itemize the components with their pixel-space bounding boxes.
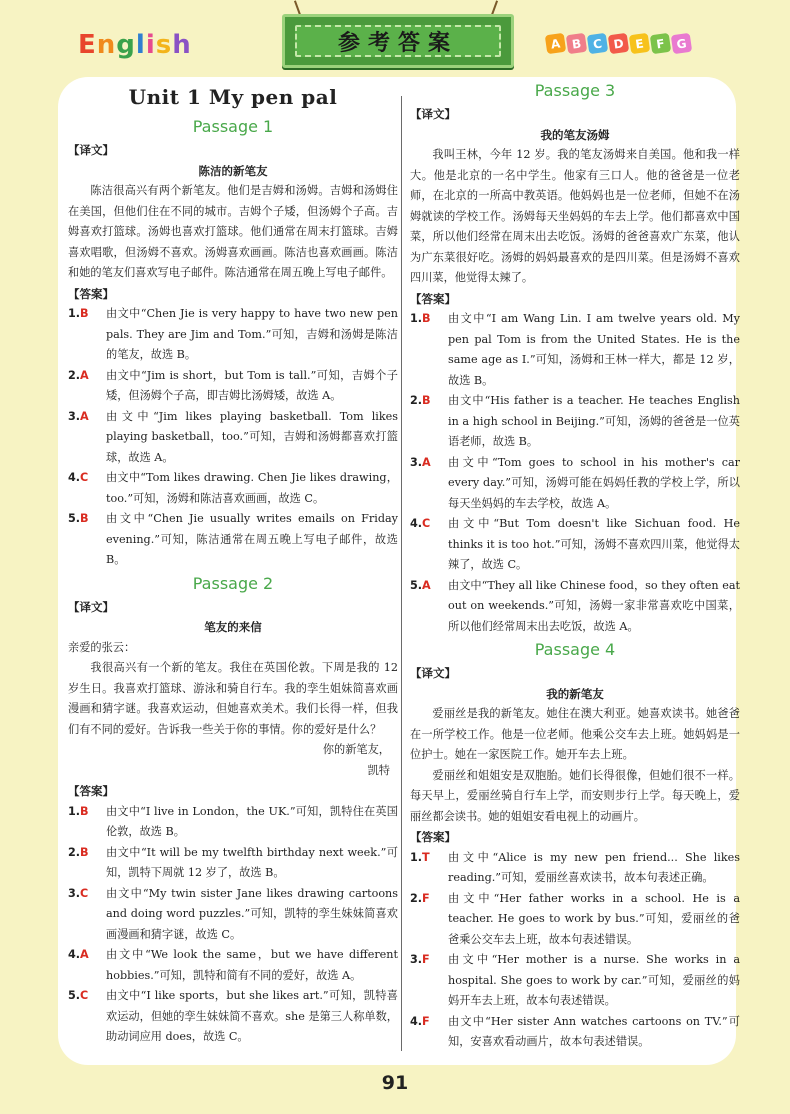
column-divider [401, 96, 402, 1051]
answer-number: 4. [68, 471, 81, 484]
answer-choice: F [422, 953, 430, 966]
page-number: 91 [381, 1072, 409, 1094]
answer-number: 3. [410, 953, 423, 966]
answer-choice: A [80, 948, 89, 961]
logo-letter: s [155, 30, 173, 60]
answer-explanation: 由文中“Chen Jie is very happy to have two new pen pals. They are Jim and Tom.”可知，吉姆和汤姆是陈洁的笔友，故选 B。 [106, 307, 398, 361]
passage-heading: Passage 4 [534, 640, 616, 659]
letter-greeting: 亲爱的张云： [68, 640, 136, 654]
english-logo [78, 30, 192, 60]
answer-item [410, 391, 740, 453]
answer-item [410, 514, 740, 576]
answer-explanation: 由文中“Her mother is a nurse. She works in a hospital. She goes to work by car.”可知，爱丽丝的妈妈开车去上班，故本句表述错误。 [448, 953, 740, 1007]
answer-item [410, 453, 740, 515]
answer-explanation: 由文中“But Tom doesn't like Sichuan food. He thinks it is too hot.”可知，汤姆不喜欢四川菜，他觉得太辣了，故选 C。 [448, 517, 740, 571]
letter-tile: D [608, 33, 629, 54]
answer-tag: 【答案】 [68, 286, 114, 301]
story-title: 我的新笔友 [546, 686, 604, 701]
answer-item [410, 950, 740, 1012]
answer-item [68, 986, 398, 1048]
answer-choice: C [422, 517, 431, 530]
answer-explanation: 由文中“Tom likes drawing. Chen Jie likes drawing，too.”可知，汤姆和陈洁喜欢画画，故选 C。 [106, 471, 398, 505]
alphabet-decoration [546, 34, 691, 53]
translation-tag: 【译文】 [410, 107, 456, 121]
logo-letter: h [172, 30, 192, 60]
letter-signature: 凯特 [367, 763, 390, 777]
answer-explanation: 由文中“Jim is short，but Tom is tall.”可知，吉姆个子矮，但汤姆个子高，即吉姆比汤姆矮，故选 A。 [106, 368, 398, 402]
answer-tag: 【答案】 [410, 830, 456, 844]
answer-explanation: 由文中“Chen Jie usually writes emails on Friday evening.”可知，陈洁通常在周五晚上写电子邮件，故选 B。 [106, 512, 398, 566]
header-banner-inner [295, 25, 501, 57]
passage-heading: Passage 3 [534, 81, 616, 100]
answer-number: 3. [68, 409, 81, 423]
left-column [68, 82, 398, 1048]
answer-number: 4. [410, 1014, 423, 1028]
translation-paragraph: 我叫王林，今年 12 岁。我的笔友汤姆来自美国。他和我一样大。他是北京的一名中学生。他家有三口人。他的爸爸是一位老师，在北京的一所高中教英语。他妈妈也是一位老师，但她不在汤姆就读的学校工作。汤姆每天坐妈妈的车去上学。他们都喜欢中国菜，所以他们经常在周末出去吃饭。汤姆的爸爸喜欢广东菜，他认为广东菜很好吃。汤姆的妈妈最喜欢的是四川菜。但是汤姆不喜欢四川菜，他觉得太辣了。 [410, 148, 740, 284]
answer-number: 3. [410, 455, 423, 469]
answer-number: 1. [410, 312, 423, 325]
answer-number: 2. [410, 891, 423, 905]
story-title: 笔友的来信 [204, 620, 262, 634]
right-column [410, 78, 740, 1053]
answer-item [410, 848, 740, 889]
answer-item [68, 509, 398, 571]
answer-item [410, 309, 740, 391]
answer-explanation: 由文中“Jim likes playing basketball. Tom likes playing basketball，too.”可知，吉姆和汤姆都喜欢打篮球，故选 A。 [106, 409, 398, 464]
answer-number: 4. [68, 948, 81, 961]
answer-number: 1. [68, 307, 81, 320]
letter-tile: A [545, 33, 566, 54]
logo-letter: g [116, 30, 136, 60]
answer-explanation: 由文中“We look the same，but we have different hobbies.”可知，凯特和简有不同的爱好，故选 A。 [106, 948, 398, 982]
answer-explanation: 由文中“His father is a teacher. He teaches English in a high school in Beijing.”可知，汤姆的爸爸是一位英语老师，故选 B。 [448, 394, 740, 448]
answer-explanation: 由文中“Alice is my new pen friend... She likes reading.”可知，爱丽丝喜欢读书，故本句表述正确。 [448, 850, 740, 884]
logo-letter: l [135, 30, 146, 60]
answer-item [68, 407, 398, 469]
page-title: 参考答案 [337, 30, 458, 56]
answer-choice: T [422, 850, 430, 864]
answer-choice: C [80, 989, 89, 1002]
answer-explanation: 由文中“I am Wang Lin. I am twelve years old. My pen pal Tom is from the United States. He is the same age as I.”可知，汤姆和王林一样大，都是 12 岁，故选 B。 [448, 312, 740, 387]
unit-title: Unit 1 My pen pal [128, 85, 338, 109]
answer-choice: A [80, 368, 89, 382]
header-banner [282, 14, 514, 68]
answer-item [410, 889, 740, 951]
logo-letter: n [96, 30, 117, 60]
answer-choice: A [80, 409, 89, 423]
answer-choice: B [80, 307, 89, 320]
answer-item [68, 802, 398, 843]
answer-explanation: 由文中“I live in London，the UK.”可知，凯特住在英国伦敦，故选 B。 [106, 804, 398, 838]
answer-explanation: 由文中“Tom goes to school in his mother's car every day.”可知，汤姆可能在妈妈任教的学校上学，所以每天坐妈妈的车去学校，故选 A。 [448, 455, 740, 510]
answer-item [68, 884, 398, 946]
answer-number: 1. [410, 850, 423, 864]
answer-choice: B [422, 312, 431, 325]
answer-number: 1. [68, 804, 81, 818]
letter-tile: C [587, 33, 608, 54]
answer-explanation: 由文中“It will be my twelfth birthday next week.”可知，凯特下周就 12 岁了，故选 B。 [106, 845, 398, 879]
letter-tile: F [650, 33, 671, 54]
answer-item [68, 945, 398, 986]
logo-letter: i [145, 30, 156, 60]
answer-choice: C [80, 471, 89, 484]
logo-letter: E [78, 30, 97, 60]
answer-choice: B [422, 394, 431, 407]
answer-number: 2. [410, 394, 423, 407]
translation-tag: 【译文】 [68, 143, 114, 157]
letter-tile: B [566, 33, 587, 54]
answer-item [68, 843, 398, 884]
answer-choice: C [80, 886, 89, 900]
answer-item [410, 576, 740, 638]
answer-explanation: 由文中“Her father works in a school. He is a teacher. He goes to work by bus.”可知，爱丽丝的爸爸乘公交车去上班，故本句表述错误。 [448, 891, 740, 946]
translation-paragraph: 爱丽丝和姐姐安是双胞胎。她们长得很像，但她们很不一样。每天早上，爱丽丝骑自行车上学，而安则步行上学。每天晚上，爱丽丝都会读书。她的姐姐安看电视上的动画片。 [410, 768, 740, 823]
answer-item [68, 366, 398, 407]
answer-explanation: 由文中“My twin sister Jane likes drawing cartoons and doing word puzzles.”可知，凯特的孪生妹妹简喜欢画漫画和猜字谜，故选 C。 [106, 886, 398, 941]
answer-number: 4. [410, 517, 423, 530]
answer-number: 2. [68, 845, 81, 859]
translation-paragraph: 爱丽丝是我的新笔友。她住在澳大利亚。她喜欢读书。她爸爸在一所学校工作。他是一位老师。他乘公交车去上班。她妈妈是一位护士。她在一家医院工作。她开车去上班。 [410, 707, 740, 761]
answer-number: 2. [68, 368, 81, 382]
answer-choice: B [80, 845, 89, 859]
letter-tile: E [629, 33, 650, 54]
answer-item [68, 304, 398, 366]
story-title: 我的笔友汤姆 [540, 127, 610, 142]
passage-heading: Passage 2 [192, 573, 274, 593]
translation-tag: 【译文】 [68, 599, 114, 614]
answer-choice: A [422, 455, 431, 469]
answer-choice: B [80, 512, 89, 525]
answer-choice: F [422, 1014, 430, 1028]
letter-tile: G [671, 33, 692, 54]
answer-number: 5. [68, 512, 81, 525]
answer-choice: B [80, 804, 89, 818]
answer-item [410, 1012, 740, 1053]
translation-paragraph: 陈洁很高兴有两个新笔友。他们是吉姆和汤姆。吉姆和汤姆住在美国，但他们住在不同的城市。吉姆个子矮，但汤姆个子高。吉姆喜欢打篮球。汤姆也喜欢打篮球。他们通常在周末打篮球。吉姆喜欢唱歌，但汤姆不喜欢。汤姆喜欢画画。陈洁也喜欢画画。陈洁和她的笔友们喜欢写电子邮件。陈洁通常在周五晚上写电子邮件。 [68, 184, 398, 279]
letter-signoff: 你的新笔友， [322, 743, 390, 756]
story-title: 陈洁的新笔友 [198, 163, 268, 178]
translation-tag: 【译文】 [410, 666, 456, 680]
answer-choice: F [422, 891, 430, 905]
answer-explanation: 由文中“They all like Chinese food，so they often eat out on weekends.”可知，汤姆一家非常喜欢吃中国菜，所以他们经常周末出去吃饭，故选 A。 [448, 578, 740, 633]
translation-paragraph: 我很高兴有一个新的笔友。我住在英国伦敦。下周是我的 12 岁生日。我喜欢打篮球、游泳和骑自行车。我的孪生姐妹简喜欢画漫画和猜字谜。我喜欢运动，但她喜欢美术。我们长得一样，但我们有不同的爱好。告诉我一些关于你的事情。你的爱好是什么？ [68, 661, 398, 736]
answer-explanation: 由文中“Her sister Ann watches cartoons on TV.”可知，安喜欢看动画片，故本句表述错误。 [448, 1014, 740, 1048]
answer-choice: A [422, 578, 431, 592]
answer-number: 3. [68, 886, 81, 900]
answer-tag: 【答案】 [410, 291, 456, 306]
answer-explanation: 由文中“I like sports，but she likes art.”可知，凯特喜欢运动，但她的孪生妹妹简不喜欢。she 是第三人称单数，助动词应用 does，故选 C。 [106, 989, 398, 1043]
answer-number: 5. [410, 578, 423, 592]
answer-number: 5. [68, 989, 81, 1002]
passage-heading: Passage 1 [192, 117, 274, 136]
answer-tag: 【答案】 [68, 784, 114, 798]
answer-item [68, 468, 398, 509]
